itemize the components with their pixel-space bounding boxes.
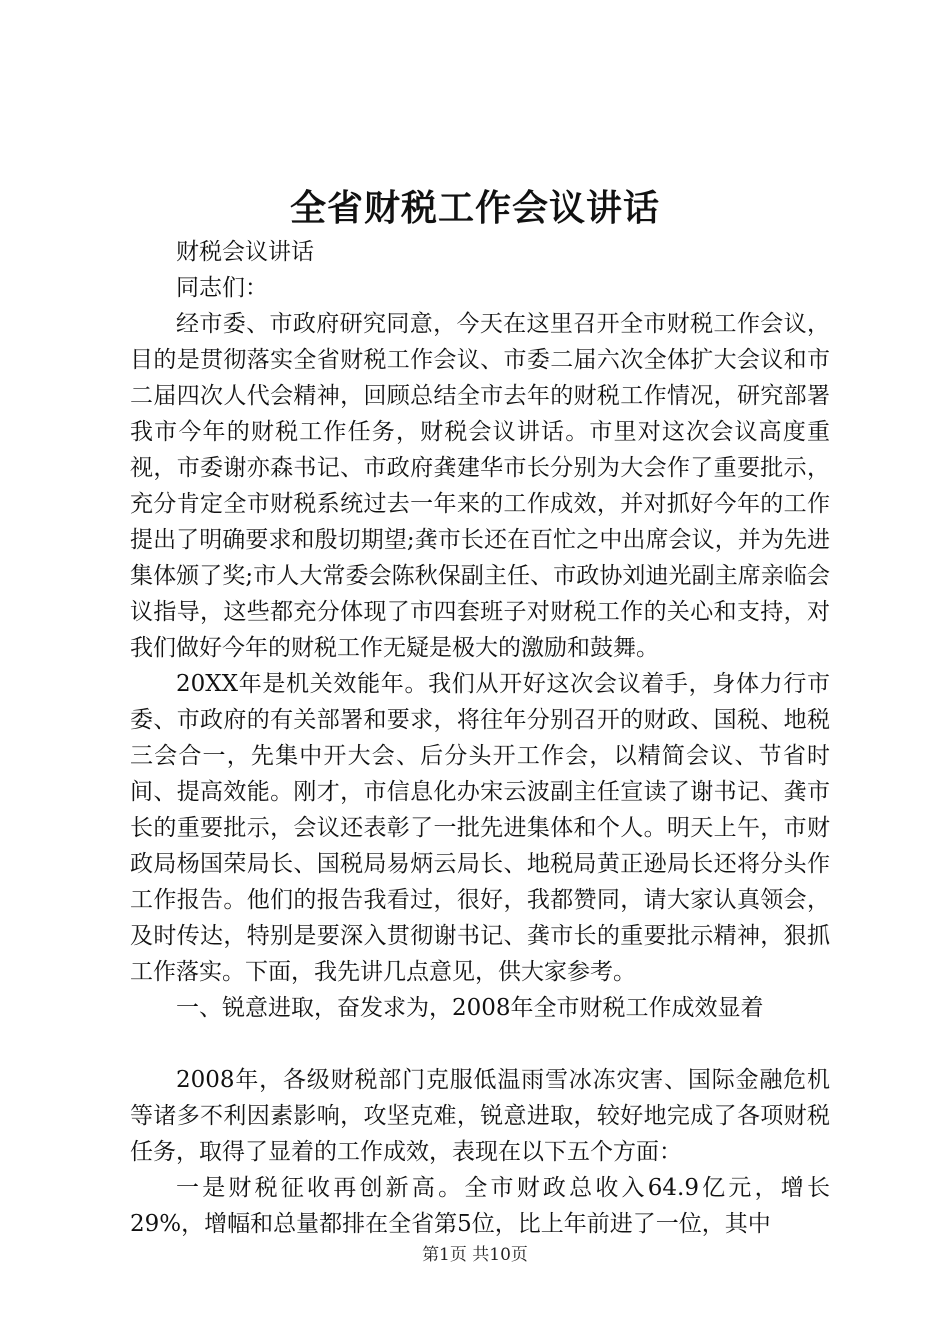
subtitle-paragraph: 财税会议讲话 bbox=[176, 239, 314, 265]
body-paragraph: 2008年，各级财税部门克服低温雨雪冰冻灾害、国际金融危机等诸多不利因素影响，攻坚克难，锐意进取，较好地完成了各项财税任务，取得了显着的工作成效，表现在以下五个方面： bbox=[130, 1067, 830, 1165]
page-title: 全省财税工作会议讲话 bbox=[289, 187, 660, 229]
body-paragraph: 经市委、市政府研究同意，今天在这里召开全市财税工作会议，目的是贯彻落实全省财税工作会议、市委二届六次全体扩大会议和市二届四次人代会精神，回顾总结全市去年的财税工作情况，研究部署我市今年的财税工作任务，财税会议讲话。市里对这次会议高度重视，市委谢亦森书记、市政府龚建华市长分别为大会作了重要批示，充分肯定全市财税系统过去一年来的工作成效，并对抓好今年的工作提出了明确要求和殷切期望;龚市长还在百忙之中出席会议，并为先进集体颁了奖;市人大常委会陈秋保副主任、市政协刘迪光副主席亲临会议指导，这些都充分体现了市四套班子对财税工作的关心和支持，对我们做好今年的财税工作无疑是极大的激励和鼓舞。 bbox=[130, 311, 830, 661]
body-paragraph: 一是财税征收再创新高。全市财政总收入64.9亿元，增长29%，增幅和总量都排在全省第5位，比上年前进了一位，其中 bbox=[130, 1175, 830, 1237]
salutation-paragraph: 同志们： bbox=[176, 275, 268, 301]
body-paragraph: 20XX年是机关效能年。我们从开好这次会议着手，身体力行市委、市政府的有关部署和要求，将往年分别召开的财政、国税、地税三会合一，先集中开大会、后分头开工作会，以精简会议、节省时间、提高效能。刚才，市信息化办宋云波副主任宣读了谢书记、龚市长的重要批示，会议还表彰了一批先进集体和个人。明天上午，市财政局杨国荣局长、国税局易炳云局长、地税局黄正逊局长还将分头作工作报告。他们的报告我看过，很好，我都赞同，请大家认真领会，及时传达，特别是要深入贯彻谢书记、龚市长的重要批示精神，狠抓工作落实。下面，我先讲几点意见，供大家参考。 bbox=[130, 671, 830, 985]
document-body bbox=[130, 234, 830, 1242]
section-heading: 一、锐意进取，奋发求为，2008年全市财税工作成效显着 bbox=[176, 995, 764, 1021]
page-footer: 第1页 共10页 bbox=[422, 1245, 528, 1265]
